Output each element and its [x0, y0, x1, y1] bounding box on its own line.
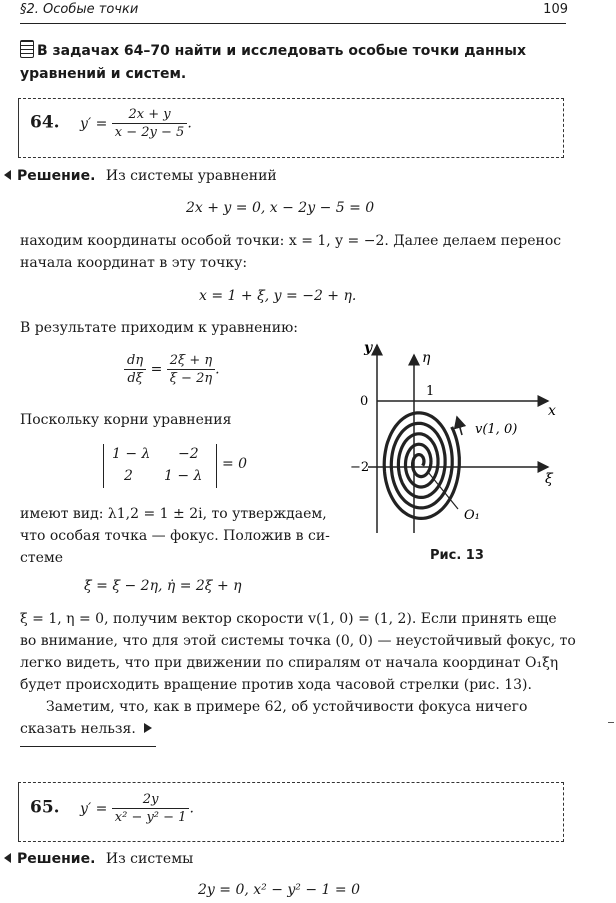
paragraph-line: ξ = 1, η = 0, получим вектор скорости v(1, 0) = (1, 2). Если принять еще — [20, 611, 557, 627]
rhs-fraction — [167, 353, 215, 386]
paragraph-line: что особая точка — фокус. Положив в си- — [20, 528, 330, 544]
paragraph-line — [20, 721, 152, 737]
determinant — [103, 444, 217, 488]
solution-intro: Из системы уравнений — [105, 168, 277, 184]
label-y: y — [364, 340, 373, 356]
closing-text: сказать нельзя. — [20, 721, 136, 737]
solution-64-heading — [4, 168, 277, 184]
paragraph-line: В результате приходим к уравнению: — [20, 320, 298, 336]
spiral-trajectory — [384, 413, 459, 519]
header-rule — [20, 23, 566, 24]
paragraph-line: легко видеть, что при движении по спиралям от начала координат O₁ξη — [20, 655, 559, 671]
paragraph-line: Заметим, что, как в примере 62, об устойчивости фокуса ничего — [46, 699, 528, 715]
equation-dot: . — [215, 361, 220, 378]
problem-dot: . — [187, 115, 192, 132]
paragraph-line: стеме — [20, 550, 64, 566]
problem-fraction — [112, 792, 190, 825]
label-xi: ξ — [545, 471, 553, 487]
figure-13 — [340, 335, 570, 575]
book-icon — [20, 40, 34, 58]
equals-sign: = — [150, 361, 163, 378]
label-minus2: −2 — [350, 460, 370, 475]
fraction-denominator: x² − y² − 1 — [112, 808, 190, 825]
det-cell: −2 — [178, 446, 199, 462]
dynamic-system: ξ̇ = ξ − 2η, η̇ = 2ξ + η — [84, 578, 242, 594]
problem-number: 65. — [30, 797, 60, 818]
paragraph-line: находим координаты особой точки: x = 1, y = −2. Далее делаем перенос — [20, 233, 562, 249]
separator-rule — [20, 746, 156, 747]
velocity-vector — [457, 417, 462, 435]
det-equals: = 0 — [222, 456, 248, 472]
equation-system: 2y = 0, x² − y² − 1 = 0 — [198, 882, 360, 898]
solution-intro: Из системы — [105, 851, 194, 867]
equation-system: 2x + y = 0, x − 2y − 5 = 0 — [186, 200, 375, 216]
fraction-denominator: x − 2y − 5 — [112, 123, 188, 140]
figure-caption: Рис. 13 — [430, 548, 484, 563]
lhs-numerator: dη — [127, 353, 144, 368]
paragraph-line: во внимание, что для этой системы точка (0, 0) — неустойчивый фокус, то — [20, 633, 576, 649]
differential-equation — [124, 353, 220, 386]
det-cell: 2 — [124, 468, 133, 484]
problem-lhs: y′ = — [80, 800, 108, 817]
margin-mark — [608, 722, 614, 723]
label-x: x — [548, 403, 556, 419]
lhs-fraction — [124, 353, 146, 386]
fraction-numerator: 2y — [142, 792, 159, 807]
solution-65-heading — [4, 851, 193, 867]
det-cell: 1 − λ — [164, 468, 203, 484]
transfer-equation: x = 1 + ξ, y = −2 + η. — [199, 288, 357, 304]
problem-dot: . — [189, 800, 194, 817]
section-title: §2. Особые точки — [20, 2, 139, 17]
lhs-denominator: dξ — [124, 369, 146, 386]
page-number: 109 — [543, 2, 568, 17]
problem-lhs: y′ = — [80, 115, 108, 132]
problem-number: 64. — [30, 112, 60, 133]
triangle-left-icon — [4, 853, 11, 863]
problem-64 — [30, 107, 192, 140]
det-cell: 1 − λ — [112, 446, 151, 462]
label-o1: O₁ — [464, 508, 480, 523]
rhs-numerator: 2ξ + η — [169, 353, 213, 368]
label-velocity: v(1, 0) — [475, 422, 518, 437]
label-one: 1 — [426, 384, 435, 399]
paragraph-line: Поскольку корни уравнения — [20, 412, 232, 428]
paragraph-line: будет происходить вращение против хода часовой стрелки (рис. 13). — [20, 677, 532, 693]
solution-label: Решение. — [17, 168, 96, 184]
problem-fraction — [112, 107, 188, 140]
task-intro — [20, 40, 570, 86]
problem-65 — [30, 792, 194, 825]
triangle-left-icon — [4, 170, 11, 180]
fraction-numerator: 2x + y — [128, 107, 171, 122]
label-eta: η — [422, 350, 431, 366]
rhs-denominator: ξ − 2η — [167, 369, 215, 386]
paragraph-line: имеют вид: λ1,2 = 1 ± 2i, то утверждаем, — [20, 506, 327, 522]
paragraph-line: начала координат в эту точку: — [20, 255, 248, 271]
solution-label: Решение. — [17, 851, 96, 867]
task-intro-text: В задачах 64–70 найти и исследовать особые точки данных уравнений и систем. — [20, 43, 526, 82]
label-zero: 0 — [360, 394, 369, 409]
end-of-solution-icon — [144, 723, 152, 733]
